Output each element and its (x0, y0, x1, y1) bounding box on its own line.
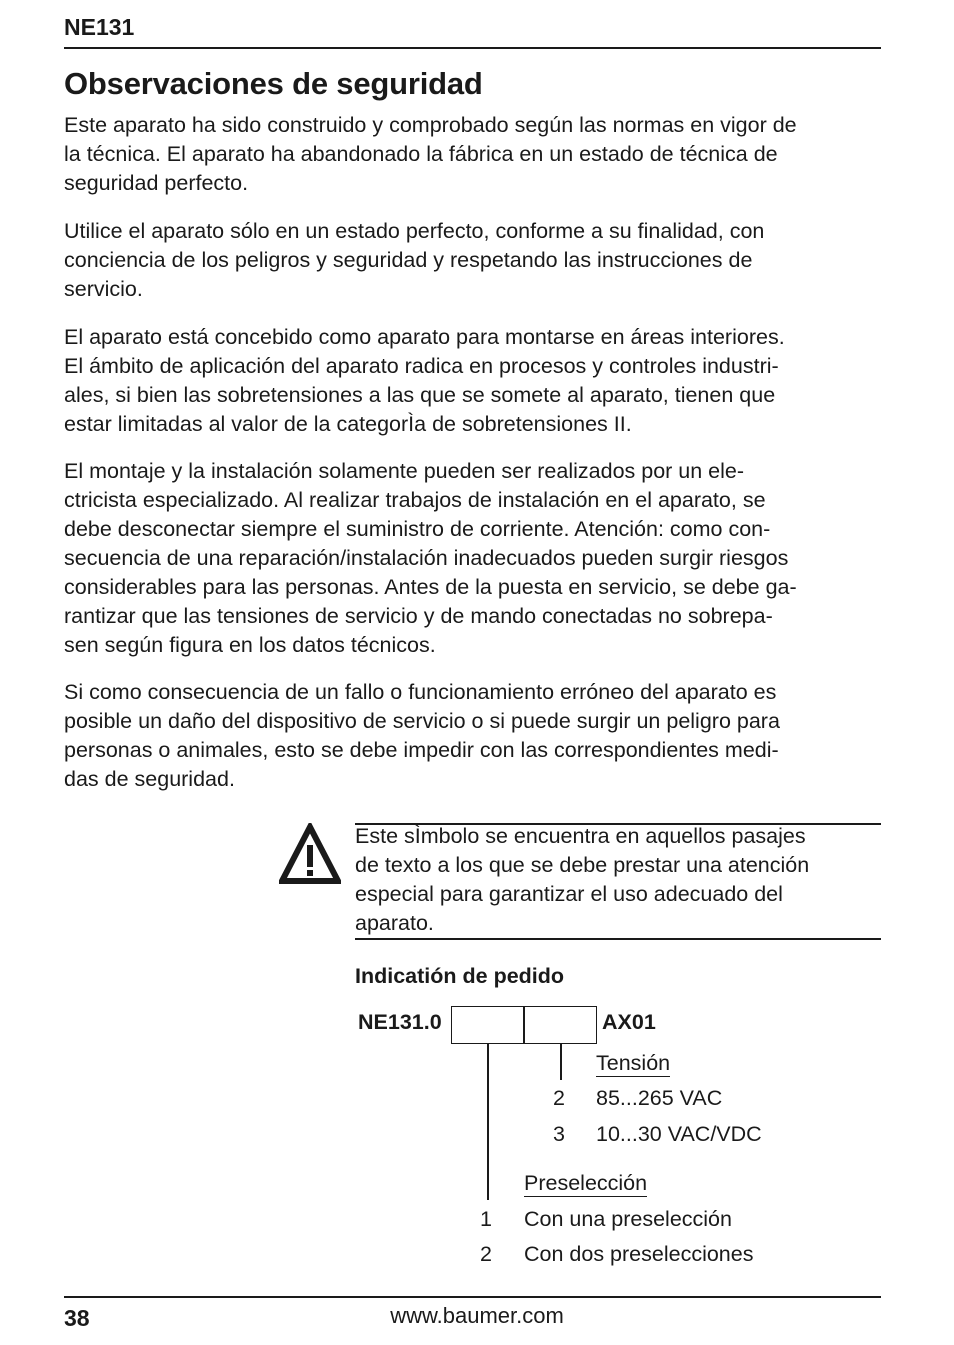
voltage-option-label: 10...30 VAC/VDC (596, 1122, 762, 1146)
text-line: seguridad perfecto. (64, 171, 249, 195)
order-code-suffix: AX01 (602, 1010, 656, 1034)
warning-triangle-icon (279, 823, 341, 885)
voltage-heading: Tensión (596, 1051, 671, 1075)
order-title: Indicatión de pedido (355, 964, 565, 988)
paragraph-5 (64, 678, 889, 794)
text-line: considerables para las personas. Antes de la puesta en servicio, se debe ga- (64, 575, 797, 599)
text-line: de texto a los que se debe prestar una atención (355, 853, 810, 877)
notice-rule-bottom (355, 938, 881, 940)
paragraph-4 (64, 457, 889, 660)
order-code-box-voltage (523, 1006, 597, 1044)
text-line: estar limitadas al valor de la categorÌa de sobretensiones II. (64, 412, 632, 436)
text-line: El montaje y la instalación solamente pueden ser realizados por un ele- (64, 459, 745, 483)
order-code-box-preselection (451, 1006, 525, 1044)
page-title: Observaciones de seguridad (64, 66, 483, 101)
header-model: NE131 (64, 14, 135, 40)
text-line: El aparato está concebido como aparato para montarse en áreas interiores. (64, 325, 785, 349)
footer-rule (64, 1296, 881, 1298)
voltage-option-code: 3 (553, 1122, 565, 1146)
text-line: conciencia de los peligros y seguridad y respetando las instrucciones de (64, 248, 753, 272)
text-line: personas o animales, esto se debe impedir con las correspondientes medi- (64, 738, 779, 762)
text-line: El ámbito de aplicación del aparato radica en procesos y controles industri- (64, 354, 779, 378)
text-line: secuencia de una reparación/instalación inadecuados pueden surgir riesgos (64, 546, 789, 570)
text-line: posible un daño del dispositivo de servicio o si puede surgir un peligro para (64, 709, 780, 733)
text-line: Este aparato ha sido construido y comprobado según las normas en vigor de (64, 113, 797, 137)
preselection-heading: Preselección (524, 1171, 648, 1195)
preselection-connector (487, 1044, 489, 1200)
paragraph-2 (64, 217, 889, 304)
notice-text (355, 822, 875, 938)
text-line: das de seguridad. (64, 767, 235, 791)
text-line: sen según figura en los datos técnicos. (64, 633, 436, 657)
text-line: Si como consecuencia de un fallo o funcionamiento erróneo del aparato es (64, 680, 777, 704)
text-line: la técnica. El aparato ha abandonado la fábrica en un estado de técnica de (64, 142, 778, 166)
page-number: 38 (64, 1305, 90, 1331)
preselection-option-label: Con una preselección (524, 1207, 732, 1231)
text-line: Este sÌmbolo se encuentra en aquellos pasajes (355, 824, 806, 848)
order-code-prefix: NE131.0 (358, 1010, 442, 1034)
preselection-option-code: 1 (480, 1207, 492, 1231)
paragraph-1 (64, 111, 889, 198)
text-line: servicio. (64, 277, 143, 301)
text-line: aparato. (355, 911, 434, 935)
footer-url[interactable]: www.baumer.com (390, 1303, 564, 1328)
preselection-option-label: Con dos preselecciones (524, 1242, 754, 1266)
text-line: rantizar que las tensiones de servicio y de mando conectadas no sobrepa- (64, 604, 773, 628)
text-line: debe desconectar siempre el suministro de corriente. Atención: como con- (64, 517, 771, 541)
text-line: ctricista especializado. Al realizar trabajos de instalación en el aparato, se (64, 488, 766, 512)
text-line: especial para garantizar el uso adecuado del (355, 882, 783, 906)
preselection-option-code: 2 (480, 1242, 492, 1266)
text-line: Utilice el aparato sólo en un estado perfecto, conforme a su finalidad, con (64, 219, 765, 243)
header-rule (64, 47, 881, 49)
voltage-option-code: 2 (553, 1086, 565, 1110)
text-line: ales, si bien las sobretensiones a las que se somete al aparato, tienen que (64, 383, 776, 407)
voltage-option-label: 85...265 VAC (596, 1086, 723, 1110)
voltage-connector (560, 1044, 562, 1080)
paragraph-3 (64, 323, 889, 439)
